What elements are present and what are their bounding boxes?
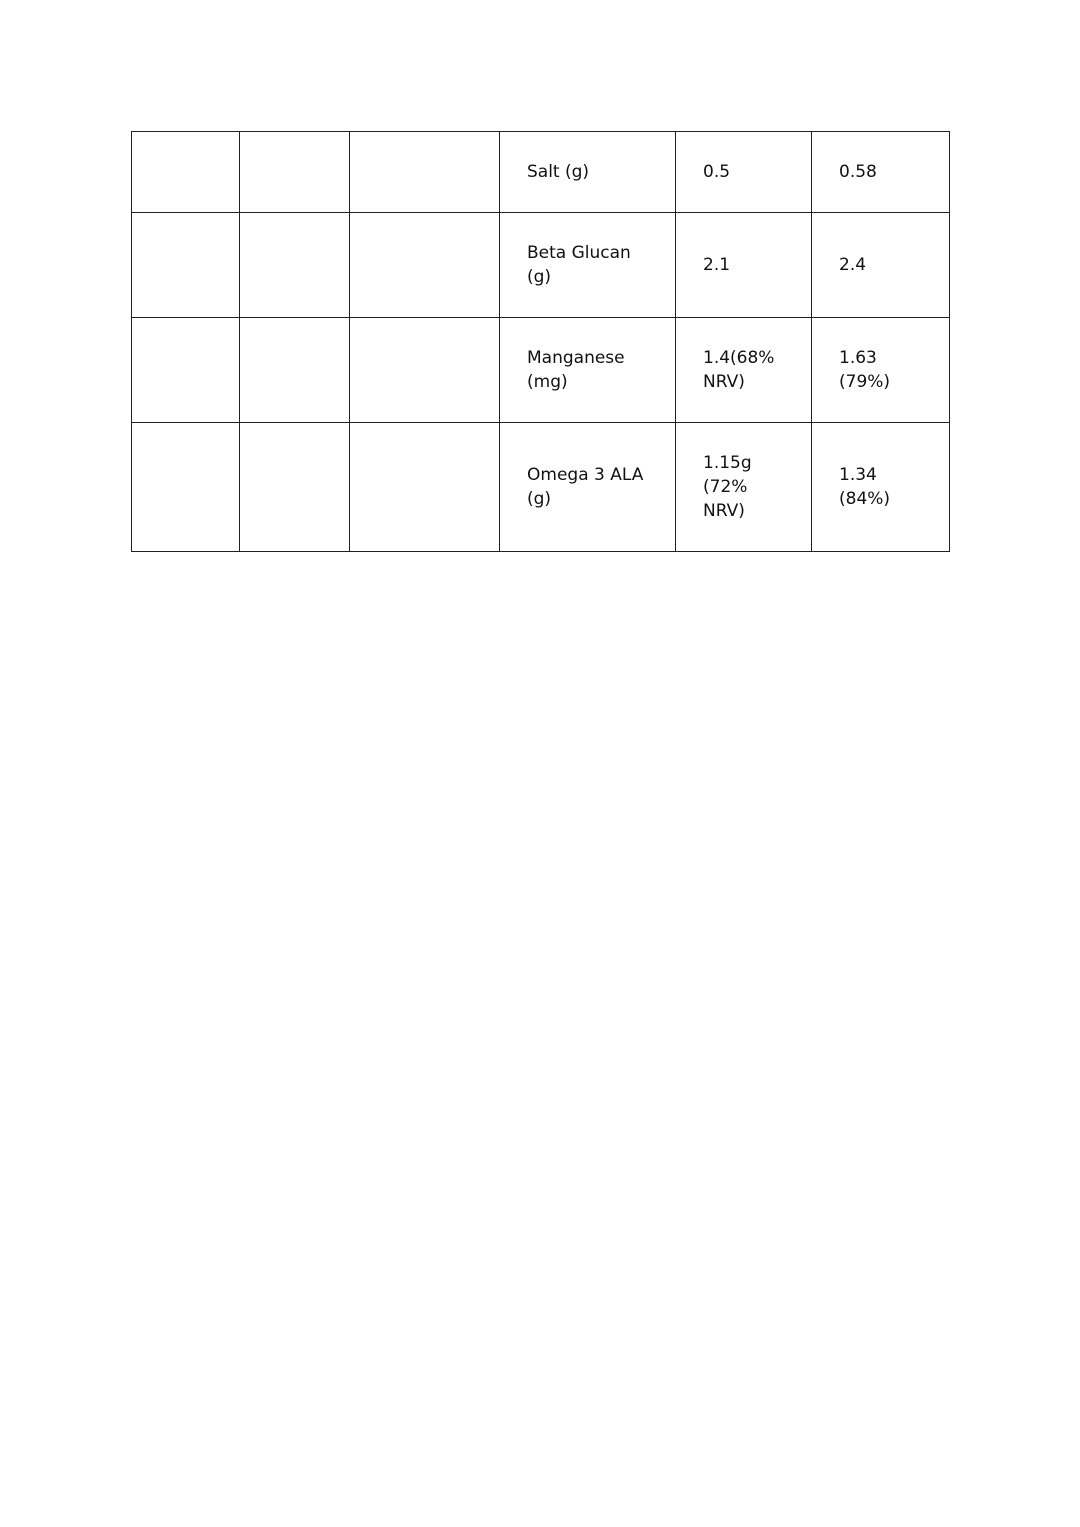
value-cell: 1.4(68% NRV) — [676, 318, 812, 423]
empty-cell — [350, 213, 500, 318]
empty-cell — [132, 213, 240, 318]
table-row — [132, 318, 950, 423]
nutrient-cell: Beta Glucan (g) — [500, 213, 676, 318]
table-row — [132, 213, 950, 318]
empty-cell — [132, 132, 240, 213]
nutrient-cell: Manganese (mg) — [500, 318, 676, 423]
empty-cell — [240, 213, 350, 318]
nutrient-cell: Omega 3 ALA (g) — [500, 423, 676, 552]
value-cell: 2.1 — [676, 213, 812, 318]
empty-cell — [350, 318, 500, 423]
table-row — [132, 423, 950, 552]
empty-cell — [350, 132, 500, 213]
nutrition-table — [131, 131, 950, 552]
value-cell: 1.63 (79%) — [812, 318, 950, 423]
empty-cell — [132, 423, 240, 552]
empty-cell — [240, 318, 350, 423]
value-cell: 0.58 — [812, 132, 950, 213]
empty-cell — [132, 318, 240, 423]
value-cell: 2.4 — [812, 213, 950, 318]
value-cell: 0.5 — [676, 132, 812, 213]
table-row — [132, 132, 950, 213]
empty-cell — [350, 423, 500, 552]
nutrient-cell: Salt (g) — [500, 132, 676, 213]
empty-cell — [240, 132, 350, 213]
empty-cell — [240, 423, 350, 552]
value-cell: 1.15g (72% NRV) — [676, 423, 812, 552]
value-cell: 1.34 (84%) — [812, 423, 950, 552]
